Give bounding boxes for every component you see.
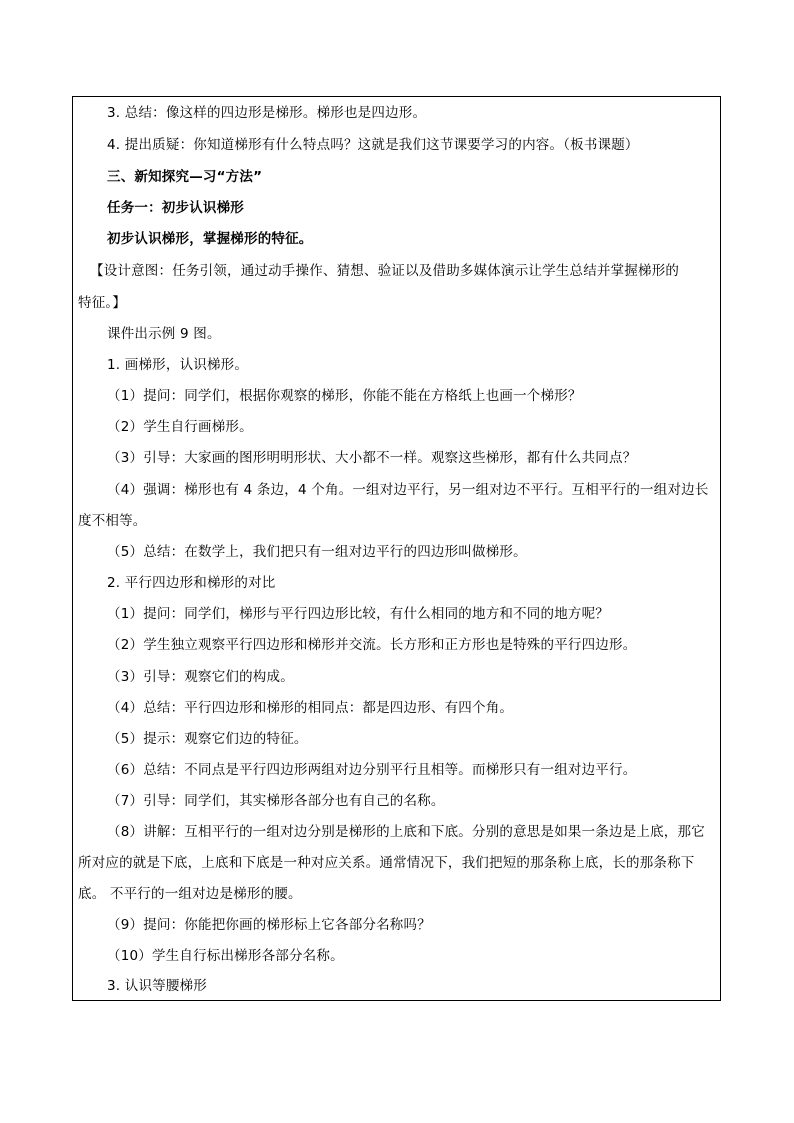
text-line-18: （2）学生独立观察平行四边形和梯形并交流。长方形和正方形也是特殊的平行四边形。 [107,637,637,653]
task-heading: 任务一：初步认识梯形 [107,200,244,216]
text-line-29: 3. 认识等腰梯形 [107,978,207,994]
text-line-13: （4）强调：梯形也有 4 条边，4 个角。一组对边平行，另一组对边不平行。互相平行的一组对边长 [107,482,709,498]
design-intent-line-1: 【设计意图：任务引领，通过动手操作、猜想、验证以及借助多媒体演示让学生总结并掌握梯形的 [90,263,680,279]
design-intent-line-2: 特征。】 [78,295,127,311]
text-line-17: （1）提问：同学们，梯形与平行四边形比较，有什么相同的地方和不同的地方呢？ [107,606,609,622]
text-line-25: 所对应的就是下底，上底和下底是一种对应关系。通常情况下，我们把短的那条称上底，长的那条称下 [78,855,695,871]
text-line-27: （9）提问：你能把你画的梯形标上它各部分名称吗？ [107,917,431,933]
text-line-26: 底。 不平行的一组对边是梯形的腰。 [78,886,302,902]
text-line-23: （7）引导：同学们，其实梯形各部分也有自己的名称。 [107,793,445,809]
text-line-9: 1. 画梯形，认识梯形。 [107,357,249,373]
text-line-2: 4. 提出质疑：你知道梯形有什么特点吗？这就是我们这节课要学习的内容。（板书课题） [107,137,639,153]
section-heading: 三、新知探究—习“方法” [107,169,263,185]
text-line-14: 度不相等。 [78,513,147,529]
text-line-10: （1）提问：同学们，根据你观察的梯形，你能不能在方格纸上也画一个梯形？ [107,388,582,404]
text-line-21: （5）提示：观察它们边的特征。 [107,731,308,747]
text-line-8: 课件出示例 9 图。 [107,326,221,342]
text-line-24: （8）讲解：互相平行的一组对边分别是梯形的上底和下底。分别的意思是如果一条边是上底，那它 [107,824,705,840]
text-line-19: （3）引导：观察它们的构成。 [107,669,294,685]
text-line-22: （6）总结：不同点是平行四边形两组对边分别平行且相等。而梯形只有一组对边平行。 [107,762,637,778]
text-line-1: 3. 总结：像这样的四边形是梯形。梯形也是四边形。 [107,105,427,121]
text-line-16: 2. 平行四边形和梯形的对比 [107,575,276,591]
text-line-28: （10）学生自行标出梯形各部分名称。 [107,948,344,964]
text-line-12: （3）引导：大家画的图形明明形状、大小都不一样。观察这些梯形，都有什么共同点？ [107,450,637,466]
text-line-15: （5）总结：在数学上，我们把只有一组对边平行的四边形叫做梯形。 [107,544,527,560]
text-line-20: （4）总结：平行四边形和梯形的相同点：都是四边形、有四个角。 [107,700,514,716]
text-line-11: （2）学生自行画梯形。 [107,419,253,435]
task-goal: 初步认识梯形，掌握梯形的特征。 [107,231,313,247]
